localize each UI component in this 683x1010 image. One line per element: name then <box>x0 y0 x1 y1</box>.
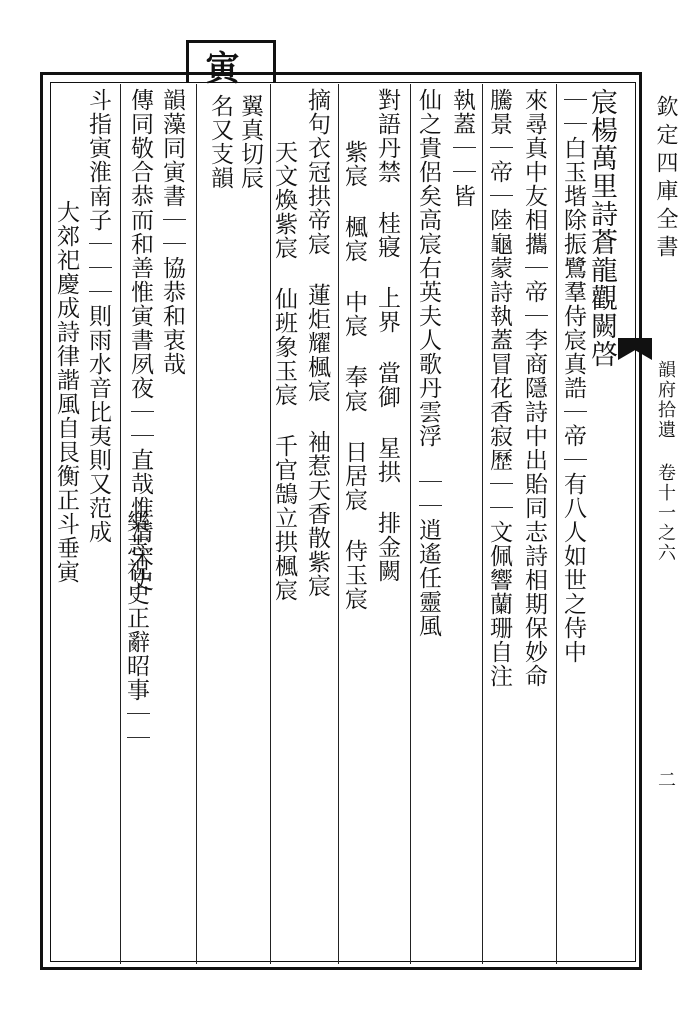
text-column: 樂志祝史正辭昭事｜｜ <box>123 510 149 750</box>
head-note: 名又支韻 <box>207 94 233 190</box>
text-column: 仙之貴侶矣高宸右英夫人歌丹雲浮 <box>415 88 441 448</box>
text-column: 宸楊萬里詩蒼龍觀闕啓 <box>586 88 617 368</box>
text-column: ｜｜逍遙任靈風 <box>415 470 441 638</box>
text-column: 對語丹禁 桂寢 上界 當御 星拱 排金闕 <box>374 88 400 583</box>
text-column: 天文煥紫宸 仙班象玉宸 千官鵠立拱楓宸 <box>271 140 297 602</box>
text-column: 傳同敬合恭而和善惟寅書夙夜｜｜直哉惟清宋史 <box>127 88 153 592</box>
column-divider <box>120 84 121 964</box>
text-column: 斗指寅淮南子｜｜｜則雨水音比夷則又范成 <box>85 88 111 544</box>
text-column: 大郊祀慶成詩律諧風自艮衡正斗垂寅 <box>53 200 79 584</box>
text-column: 騰景｜帝｜陸龜蒙詩執蓋冒花香寂歷｜｜文佩響蘭珊自注 <box>486 88 512 688</box>
text-column: 執蓋｜｜皆 <box>449 88 475 208</box>
column-divider <box>482 84 483 964</box>
column-divider <box>196 84 197 964</box>
head-note: 翼真切辰 <box>237 94 263 190</box>
text-column: 摘句衣冠拱帝宸 蓮炬耀楓宸 袖惹天香散紫宸 <box>304 88 330 598</box>
column-divider <box>556 84 557 964</box>
text-column: 紫宸 楓宸 中宸 奉宸 日居宸 侍玉宸 <box>341 140 367 611</box>
chapter-label: 韻府拾遺 卷十一之六 <box>655 360 676 563</box>
head-character: 寅 <box>199 50 239 85</box>
column-divider <box>410 84 411 964</box>
book-title: 欽定四庫全書 <box>653 95 678 263</box>
column-divider <box>338 84 339 964</box>
text-column: 來尋真中友相攜｜帝｜李商隱詩中出貽同志詩相期保妙命 <box>521 88 547 688</box>
text-column: ｜｜白玉堦除振鷺羣侍宸真誥｜帝｜有八人如世之侍中 <box>560 88 586 664</box>
page-number: 二 <box>655 770 676 788</box>
text-column: 韻藻同寅書｜｜協恭和衷哉 <box>159 88 185 376</box>
